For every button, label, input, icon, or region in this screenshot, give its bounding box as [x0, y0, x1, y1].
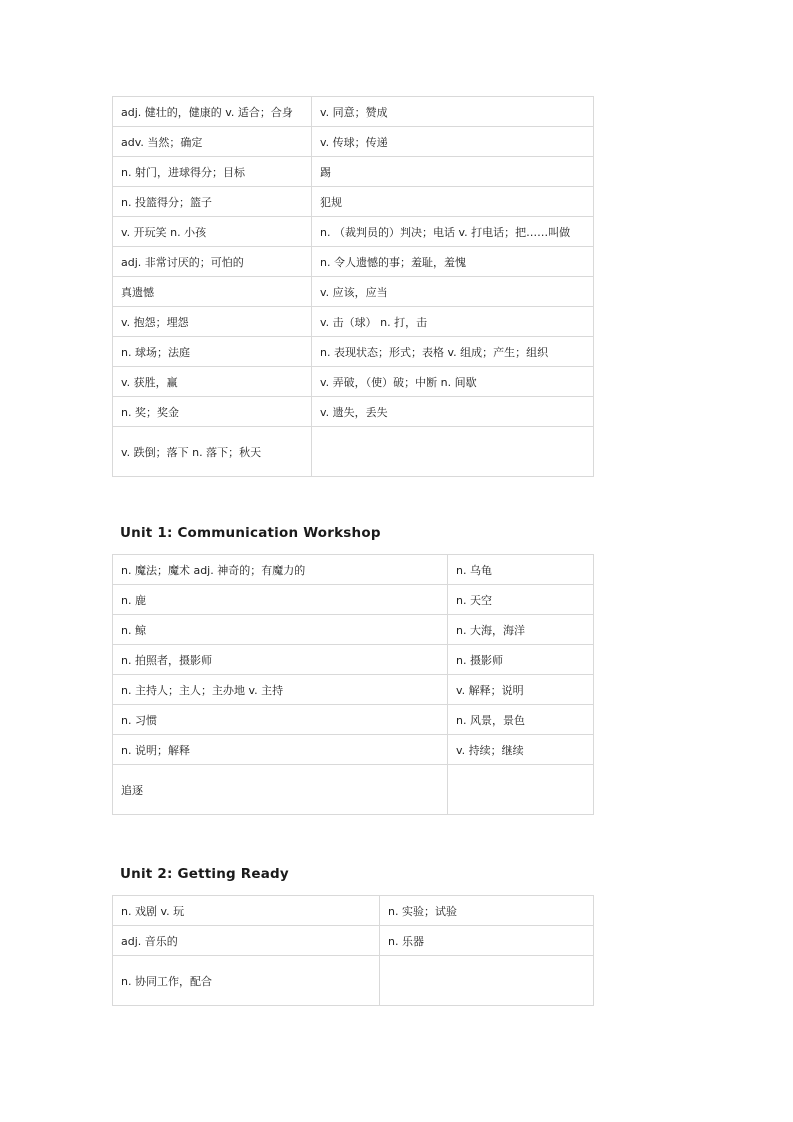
table-row: [113, 705, 594, 735]
table-cell: n. 天空: [448, 585, 594, 615]
table-row: [113, 735, 594, 765]
table-row: [113, 675, 594, 705]
table-row: [113, 585, 594, 615]
table-row: [113, 127, 594, 157]
table-cell: 真遗憾: [113, 277, 312, 307]
table-cell-empty: [448, 765, 594, 815]
table-cell: 踢: [312, 157, 594, 187]
table-row: [113, 277, 594, 307]
table-cell: v. 击（球） n. 打，击: [312, 307, 594, 337]
table-row: [113, 97, 594, 127]
table-cell: adj. 健壮的，健康的 v. 适合；合身: [113, 97, 312, 127]
table-row: [113, 896, 594, 926]
table-cell: n. 大海，海洋: [448, 615, 594, 645]
table-cell: v. 传球；传递: [312, 127, 594, 157]
table-row: [113, 337, 594, 367]
table-cell: n. 表现状态；形式；表格 v. 组成；产生；组织: [312, 337, 594, 367]
table-cell: n. 主持人；主人；主办地 v. 主持: [113, 675, 448, 705]
table-cell: n. 风景，景色: [448, 705, 594, 735]
table-cell: 追逐: [113, 765, 448, 815]
table-cell: v. 同意；赞成: [312, 97, 594, 127]
table-cell: v. 开玩笑 n. 小孩: [113, 217, 312, 247]
table-cell: adv. 当然；确定: [113, 127, 312, 157]
table-cell: n. 摄影师: [448, 645, 594, 675]
table-row: [113, 645, 594, 675]
table-cell: n. 鲸: [113, 615, 448, 645]
table-cell: n. 实验；试验: [380, 896, 594, 926]
table-cell: v. 持续；继续: [448, 735, 594, 765]
section-heading-unit-1: Unit 1: Communication Workshop: [120, 525, 381, 541]
table-row: [113, 765, 594, 815]
table-cell: v. 获胜，赢: [113, 367, 312, 397]
table-row: [113, 427, 594, 477]
table-cell: adj. 音乐的: [113, 926, 380, 956]
table-cell: n. 奖；奖金: [113, 397, 312, 427]
table-cell: v. 跌倒；落下 n. 落下；秋天: [113, 427, 312, 477]
table-cell: v. 解释；说明: [448, 675, 594, 705]
table-row: [113, 397, 594, 427]
table-cell: n. 投篮得分；篮子: [113, 187, 312, 217]
table-row: [113, 615, 594, 645]
table-cell: n. 魔法；魔术 adj. 神奇的；有魔力的: [113, 555, 448, 585]
table-cell: n. 拍照者，摄影师: [113, 645, 448, 675]
table-cell: n. 令人遗憾的事；羞耻，羞愧: [312, 247, 594, 277]
table-cell: n. 乐器: [380, 926, 594, 956]
vocab-table-1: [112, 96, 594, 477]
table-cell: n. 射门，进球得分；目标: [113, 157, 312, 187]
table-cell: n. 球场；法庭: [113, 337, 312, 367]
table-row: [113, 555, 594, 585]
table-row: [113, 367, 594, 397]
table-cell-empty: [380, 956, 594, 1006]
table-cell: adj. 非常讨厌的；可怕的: [113, 247, 312, 277]
table-row: [113, 187, 594, 217]
table-cell: 犯规: [312, 187, 594, 217]
table-cell: n. （裁判员的）判决；电话 v. 打电话；把……叫做: [312, 217, 594, 247]
section-heading-unit-2: Unit 2: Getting Ready: [120, 866, 289, 882]
table-cell: n. 鹿: [113, 585, 448, 615]
vocab-table-unit-2: [112, 895, 594, 1006]
table-cell: n. 戏剧 v. 玩: [113, 896, 380, 926]
table-row: [113, 307, 594, 337]
table-cell: v. 弄破，（使）破；中断 n. 间歇: [312, 367, 594, 397]
table-cell: n. 协同工作，配合: [113, 956, 380, 1006]
table-cell-empty: [312, 427, 594, 477]
table-row: [113, 926, 594, 956]
table-row: [113, 247, 594, 277]
vocab-table-unit-1: [112, 554, 594, 815]
table-cell: n. 乌龟: [448, 555, 594, 585]
table-cell: n. 习惯: [113, 705, 448, 735]
table-row: [113, 217, 594, 247]
table-cell: n. 说明；解释: [113, 735, 448, 765]
table-cell: v. 遗失，丢失: [312, 397, 594, 427]
table-cell: v. 抱怨；埋怨: [113, 307, 312, 337]
table-row: [113, 157, 594, 187]
table-cell: v. 应该，应当: [312, 277, 594, 307]
table-row: [113, 956, 594, 1006]
